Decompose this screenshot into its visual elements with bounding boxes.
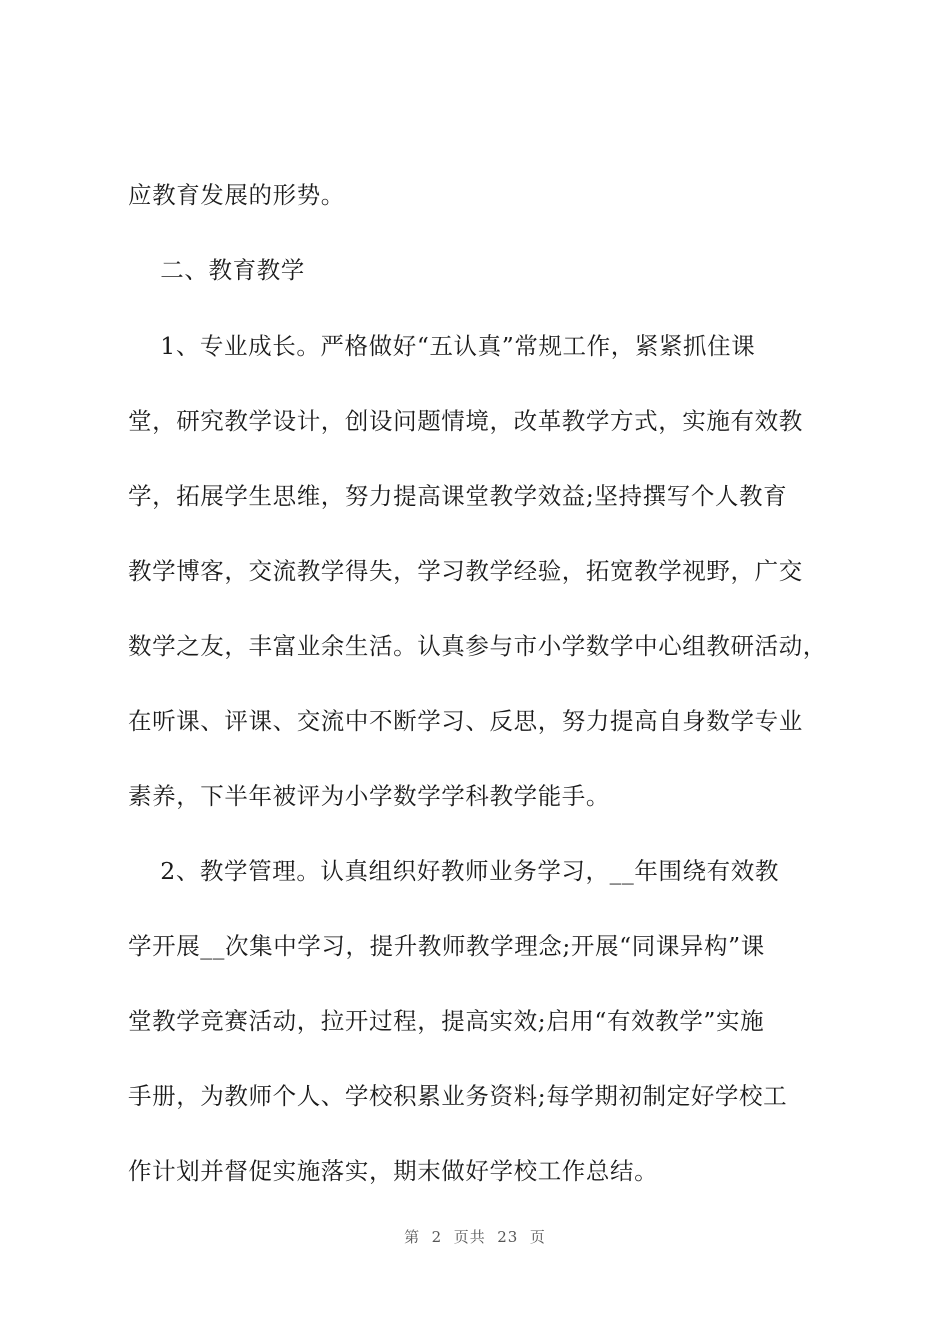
text-line-10: 2、教学管理。认真组织好教师业务学习，__年围绕有效教 bbox=[128, 857, 779, 885]
text-line-8: 在听课、评课、交流中不断学习、反思，努力提高自身数学专业 bbox=[128, 707, 803, 735]
text-line-3: 1、专业成长。严格做好“五认真”常规工作，紧紧抓住课 bbox=[128, 332, 756, 360]
text-line-5: 学，拓展学生思维，努力提高课堂教学效益;坚持撰写个人教育 bbox=[128, 482, 788, 510]
page-number-footer: 第 2 页共 23 页 bbox=[404, 1228, 546, 1246]
text-line-1: 应教育发展的形势。 bbox=[128, 181, 345, 209]
text-line-4: 堂，研究教学设计，创设问题情境，改革教学方式，实施有效教 bbox=[128, 407, 803, 435]
text-line-14: 作计划并督促实施落实，期末做好学校工作总结。 bbox=[128, 1157, 659, 1185]
section-heading-education: 二、教育教学 bbox=[128, 256, 305, 284]
text-line-9: 素养，下半年被评为小学数学学科教学能手。 bbox=[128, 782, 610, 810]
text-line-6: 教学博客，交流教学得失，学习教学经验，拓宽教学视野，广交 bbox=[128, 557, 803, 585]
text-line-11: 学开展__次集中学习，提升教师教学理念;开展“同课异构”课 bbox=[128, 932, 765, 960]
text-line-12: 堂教学竞赛活动，拉开过程，提高实效;启用“有效教学”实施 bbox=[128, 1007, 765, 1035]
text-line-7: 数学之友，丰富业余生活。认真参与市小学数学中心组教研活动， bbox=[128, 632, 827, 660]
text-line-13: 手册，为教师个人、学校积累业务资料;每学期初制定好学校工 bbox=[128, 1082, 788, 1110]
